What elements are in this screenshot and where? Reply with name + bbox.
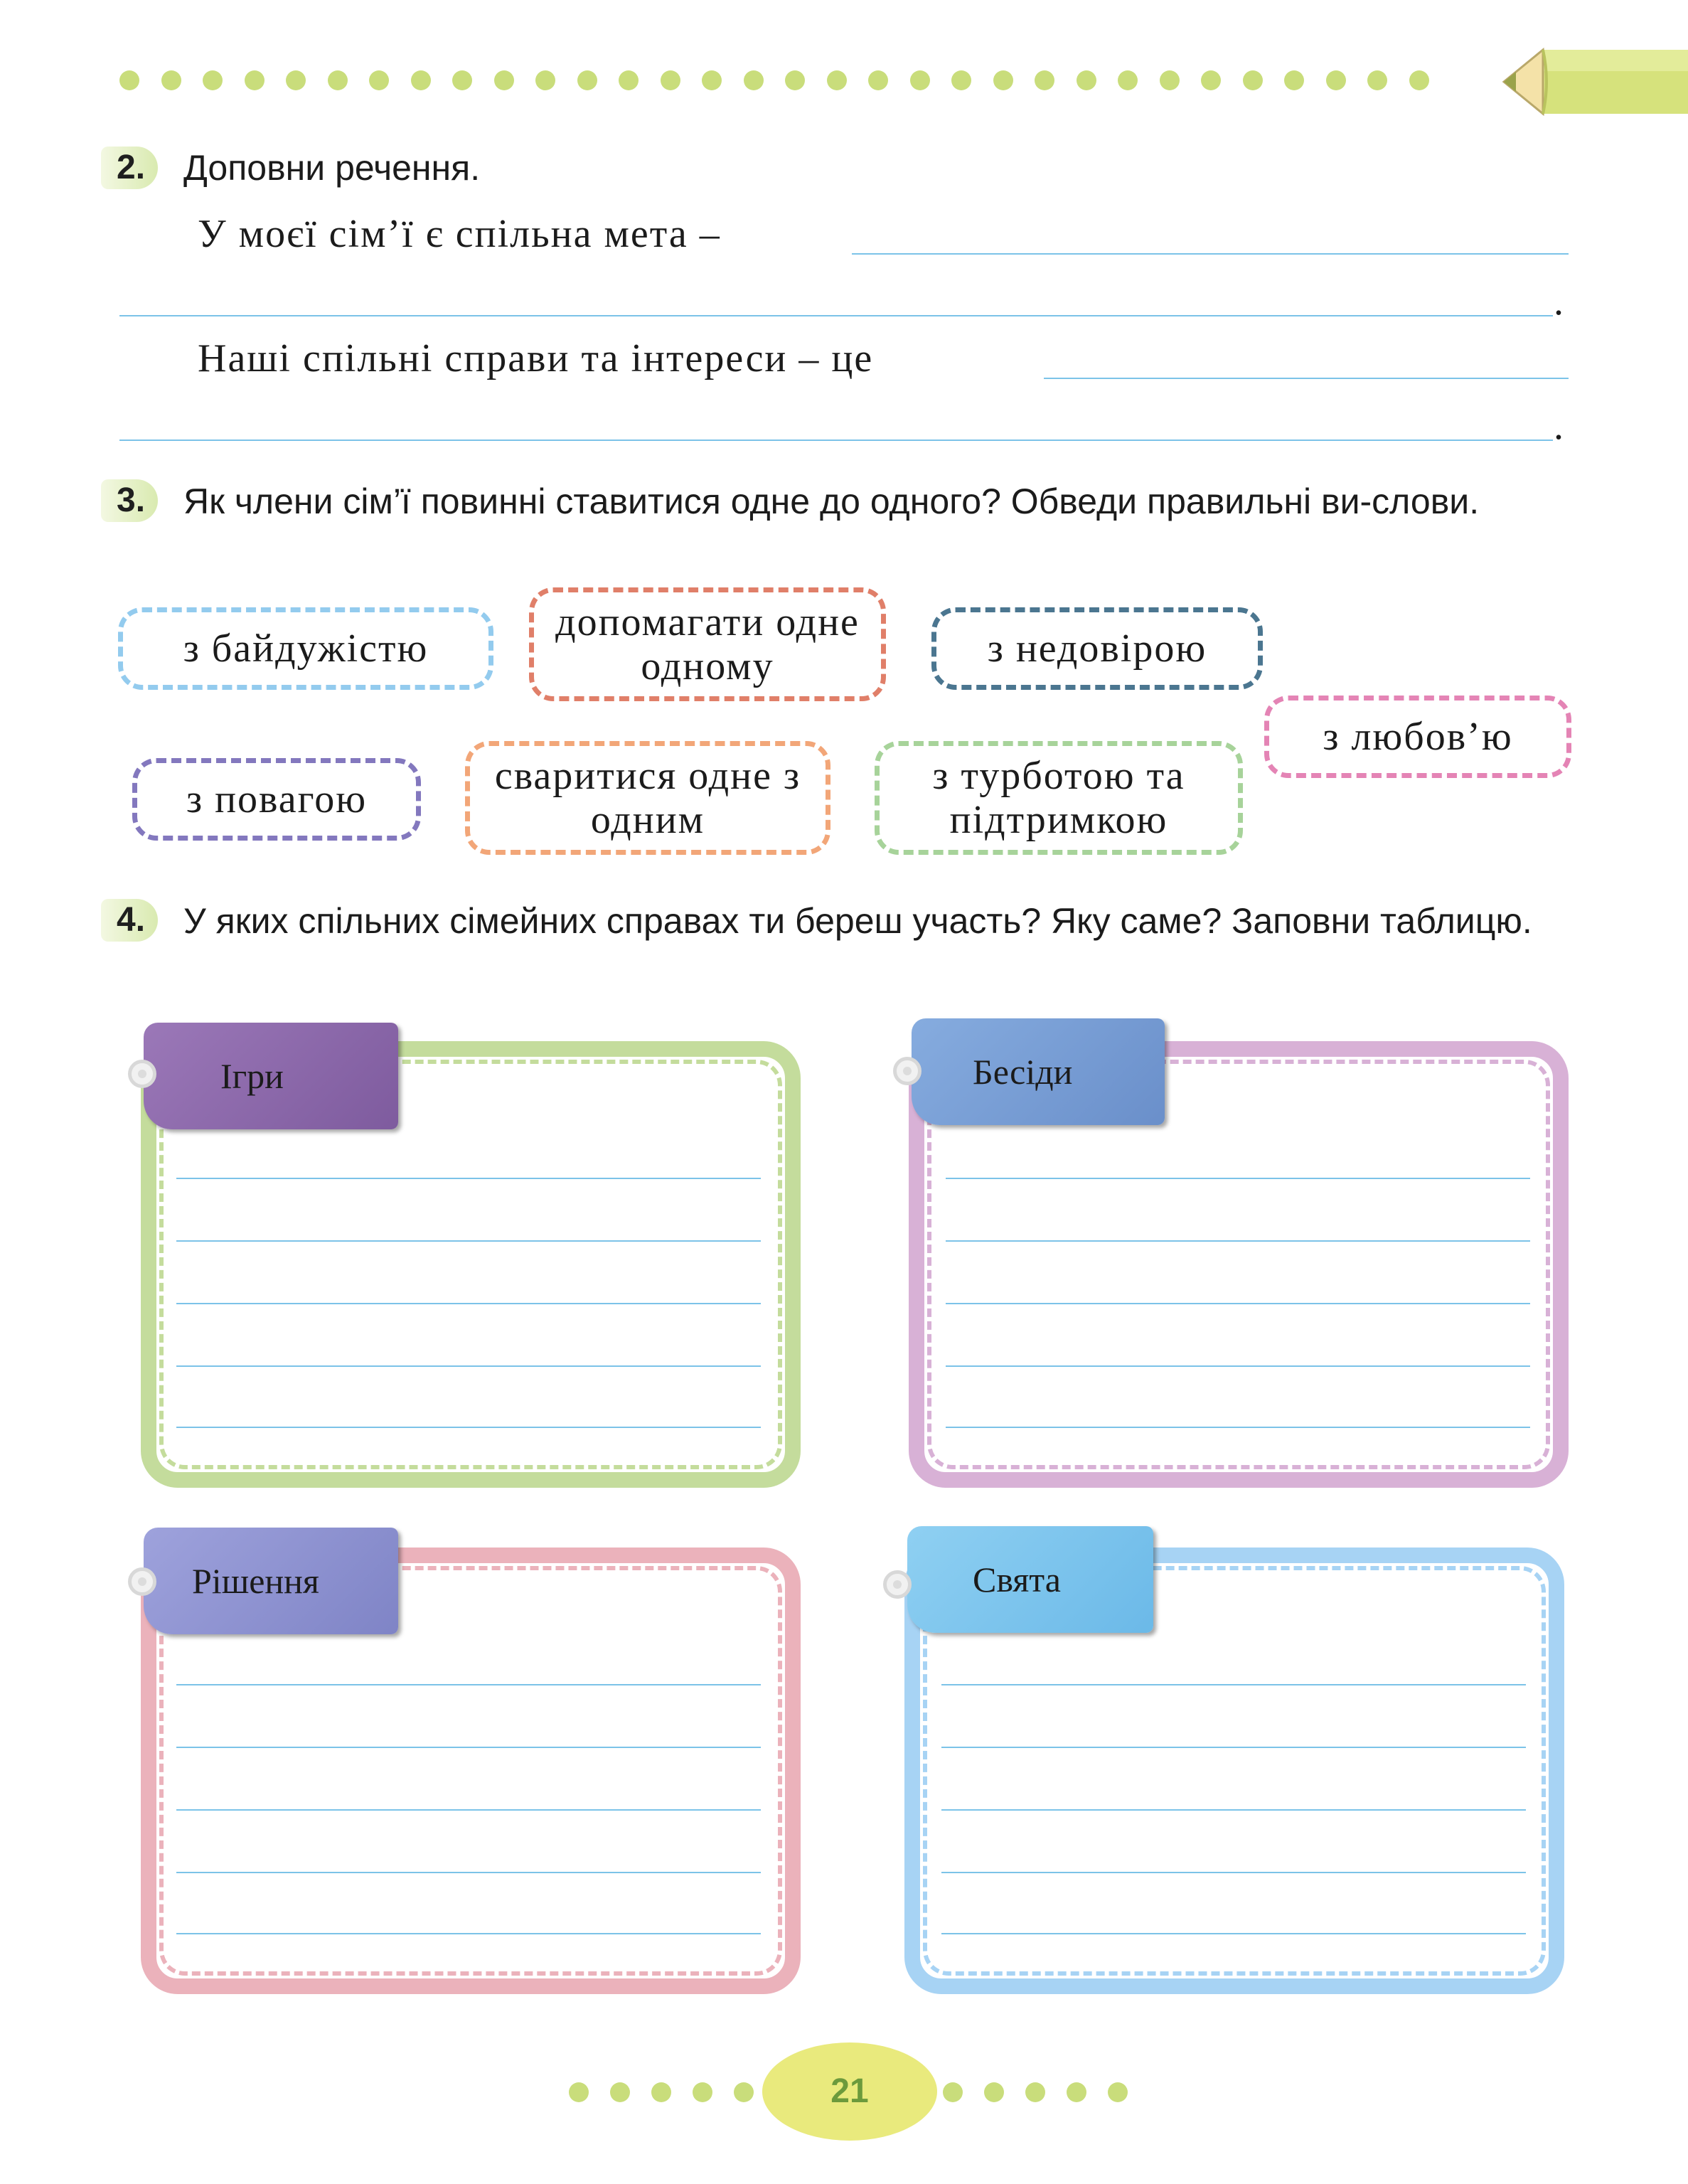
holidays-line[interactable] [941,1747,1526,1748]
option-care-support[interactable]: з турботою та підтримкою [875,741,1243,855]
card-conversations-label: Бесіди [912,1018,1165,1125]
task-4-question: У яких спільних сімейних справах ти береш участь? Яку саме? Заповни таблицю. [183,901,1532,941]
option-respect[interactable]: з повагою [132,758,421,841]
tag-hole-icon [128,1567,156,1596]
decisions-line[interactable] [176,1747,761,1748]
answer-line-1a[interactable] [852,253,1569,255]
answer-line-2b[interactable] [119,440,1553,441]
holidays-line[interactable] [941,1933,1526,1934]
conversations-line[interactable] [946,1365,1530,1367]
decisions-line[interactable] [176,1684,761,1685]
holidays-line[interactable] [941,1809,1526,1811]
card-games-label: Ігри [144,1023,398,1129]
footer-dots-right [943,2082,1128,2102]
task-4-number: 4. [101,899,158,942]
games-line[interactable] [176,1427,761,1428]
option-distrust[interactable]: з недовірою [931,607,1263,690]
task-3-number: 3. [101,479,158,522]
games-line[interactable] [176,1303,761,1304]
task-3-question: Як члени сім’ї повинні ставитися одне до одного? Обведи правильні ви-слови. [183,481,1480,521]
task-2-number: 2. [101,147,158,189]
option-indifference[interactable]: з байдужістю [118,607,493,690]
conversations-line[interactable] [946,1303,1530,1304]
answer-line-1b[interactable] [119,315,1553,316]
conversations-line[interactable] [946,1178,1530,1179]
holidays-line[interactable] [941,1684,1526,1685]
games-line[interactable] [176,1178,761,1179]
card-decisions-label: Рішення [144,1528,398,1634]
pencil-icon [1500,43,1688,121]
holidays-line[interactable] [941,1872,1526,1873]
period-2: . [1554,404,1564,448]
option-quarrel[interactable]: сваритися одне з одним [465,741,830,855]
tag-hole-icon [128,1060,156,1088]
conversations-line[interactable] [946,1427,1530,1428]
task-2-instruction: Доповни речення. [183,148,481,188]
page-number: 21 [830,2072,869,2110]
sentence-1: У моєї сім’ї є спільна мета – [198,212,721,256]
tag-hole-icon [893,1057,922,1085]
answer-line-2a[interactable] [1044,378,1569,379]
sentence-2: Наші спільні справи та інтереси – це [198,336,874,380]
card-holidays-label: Свята [907,1526,1153,1633]
tag-hole-icon [883,1570,912,1599]
decisions-line[interactable] [176,1872,761,1873]
option-love[interactable]: з любов’ю [1264,696,1571,778]
conversations-line[interactable] [946,1240,1530,1242]
decisions-line[interactable] [176,1809,761,1811]
games-line[interactable] [176,1240,761,1242]
top-dots [119,70,1429,90]
decisions-line[interactable] [176,1933,761,1934]
footer-dots-left [569,2082,754,2102]
option-help-each-other[interactable]: допомагати одне одному [529,587,886,701]
games-line[interactable] [176,1365,761,1367]
period-1: . [1554,279,1564,324]
